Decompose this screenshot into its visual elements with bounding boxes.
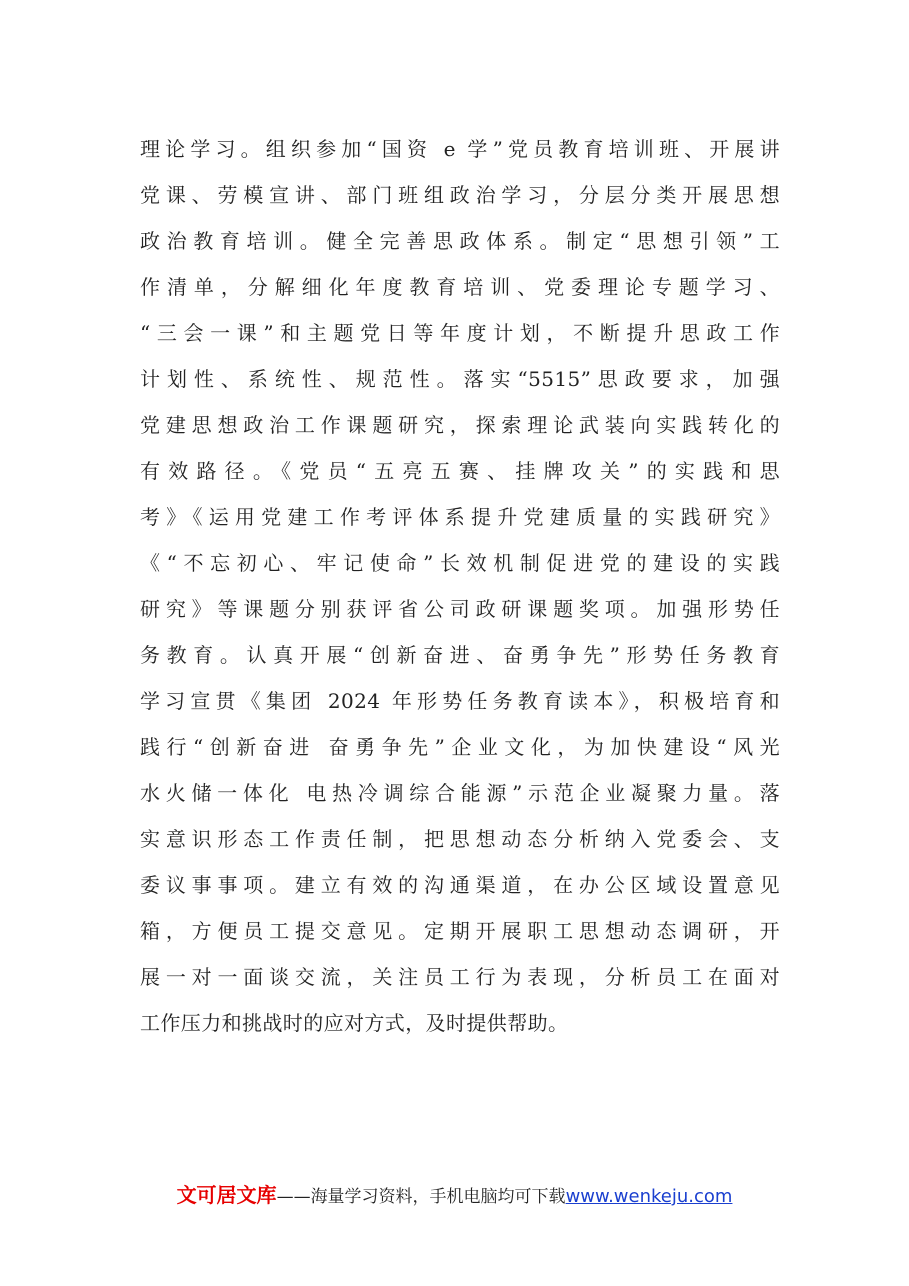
text-line: 有效路径。《党员“五亮五赛、挂牌攻关”的实践和思 (140, 459, 780, 483)
text-line: 考》《运用党建工作考评体系提升党建质量的实践研究》 (140, 505, 780, 529)
text-line: 水火储一体化 电热冷调综合能源”示范企业凝聚力量。落 (140, 781, 780, 805)
footer-brand: 文可居文库 (176, 1183, 277, 1207)
text-line: 作清单，分解细化年度教育培训、党委理论专题学习、 (140, 275, 780, 299)
text-line: 学习宣贯《集团 2024 年形势任务教育读本》，积极培育和 (140, 689, 780, 713)
text-line: 理论学习。组织参加“国资 e 学”党员教育培训班、开展讲 (140, 137, 780, 161)
text-line: “三会一课”和主题党日等年度计划，不断提升思政工作 (140, 321, 780, 345)
body-paragraph (140, 126, 780, 1046)
text-line: 《“不忘初心、牢记使命”长效机制促进党的建设的实践 (140, 551, 780, 575)
text-line: 展一对一面谈交流，关注员工行为表现，分析员工在面对 (140, 965, 780, 989)
text-line: 党建思想政治工作课题研究，探索理论武装向实践转化的 (140, 413, 780, 437)
text-line: 实意识形态工作责任制，把思想动态分析纳入党委会、支 (140, 827, 780, 851)
footer-tagline: ——海量学习资料，手机电脑均可下载 (276, 1187, 566, 1207)
text-line: 务教育。认真开展“创新奋进、奋勇争先”形势任务教育 (140, 643, 780, 667)
text-line: 研究》等课题分别获评省公司政研课题奖项。加强形势任 (140, 597, 780, 621)
text-line: 箱，方便员工提交意见。定期开展职工思想动态调研，开 (140, 919, 780, 943)
text-line: 践行“创新奋进 奋勇争先”企业文化，为加快建设“风光 (140, 735, 780, 759)
text-line: 党课、劳模宣讲、部门班组政治学习，分层分类开展思想 (140, 183, 780, 207)
text-line-last: 工作压力和挑战时的应对方式，及时提供帮助。 (140, 1011, 569, 1035)
text-line: 政治教育培训。健全完善思政体系。制定“思想引领”工 (140, 229, 780, 253)
text-line: 委议事事项。建立有效的沟通渠道，在办公区域设置意见 (140, 873, 780, 897)
text-line: 计划性、系统性、规范性。落实“5515”思政要求，加强 (140, 367, 780, 391)
footer-banner (0, 1180, 909, 1212)
footer-website-link[interactable]: www.wenkeju.com (565, 1186, 733, 1207)
